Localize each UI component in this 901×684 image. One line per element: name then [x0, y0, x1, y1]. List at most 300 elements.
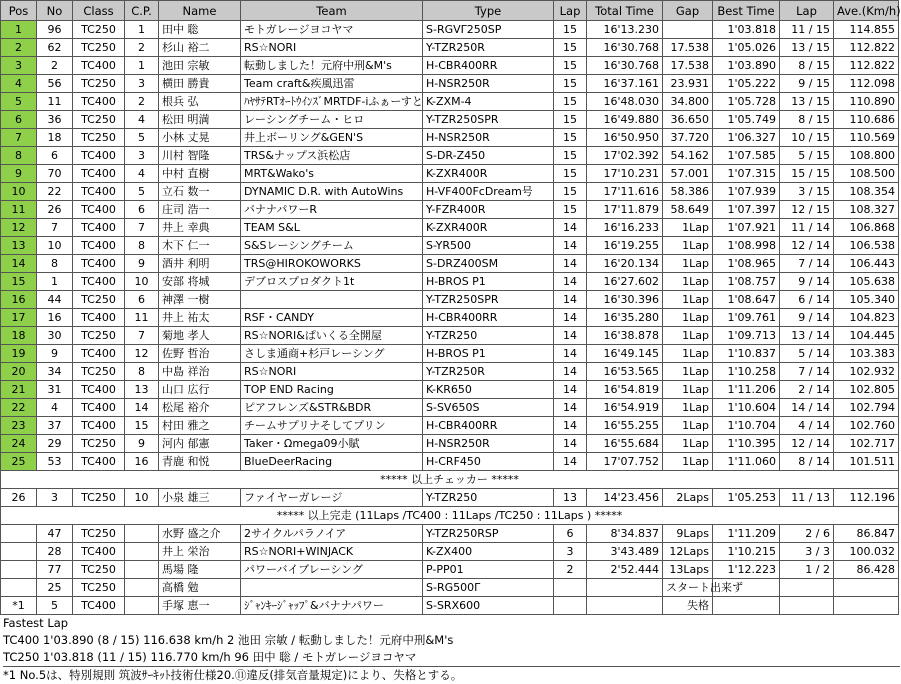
- cell-total: 16'16.233: [587, 219, 663, 237]
- cell-ave: 102.932: [834, 363, 899, 381]
- cell-ave: 100.032: [834, 543, 899, 561]
- cell-type: H-NSR250R: [423, 75, 554, 93]
- cell-name: 神澤 一樹: [159, 291, 241, 309]
- cell-cls: TC250: [73, 39, 125, 57]
- cell-ave: 110.569: [834, 129, 899, 147]
- cell-ave: 106.443: [834, 255, 899, 273]
- cell-total: 17'11.616: [587, 183, 663, 201]
- cell-no: 36: [37, 111, 73, 129]
- cell-lap: 14: [554, 219, 587, 237]
- cell-cls: TC400: [73, 309, 125, 327]
- cell-team: TRS@HIROKOWORKS: [241, 255, 423, 273]
- cell-team: ｼﾞｬﾝｷｰｼﾞｬｯﾌﾟ&バナナパワー: [241, 597, 423, 615]
- cell-lap: 15: [554, 129, 587, 147]
- cell-ave: 108.327: [834, 201, 899, 219]
- cell-ave: 114.855: [834, 21, 899, 39]
- col-header: Class: [73, 1, 125, 21]
- cell-ave: 104.445: [834, 327, 899, 345]
- cell-ave: [834, 579, 899, 597]
- separator-text: ***** 以上完走 (11Laps /TC400 : 11Laps /TC250 : 11Laps ) *****: [1, 507, 899, 525]
- cell-team: モトガレージヨコヤマ: [241, 21, 423, 39]
- cell-lap: 14: [554, 363, 587, 381]
- cell-best: 1'08.965: [713, 255, 780, 273]
- cell-team: Taker・Ωmega09小賦: [241, 435, 423, 453]
- cell-lap: 15: [554, 165, 587, 183]
- cell-cls: TC250: [73, 21, 125, 39]
- cell-no: 22: [37, 183, 73, 201]
- cell-cls: TC400: [73, 237, 125, 255]
- cell-no: 4: [37, 399, 73, 417]
- cell-name: 松尾 裕介: [159, 399, 241, 417]
- cell-lap: 14: [554, 237, 587, 255]
- cell-ave: 102.717: [834, 435, 899, 453]
- cell-gap: 1Lap: [663, 399, 713, 417]
- cell-cls: TC250: [73, 291, 125, 309]
- cell-lap: 3: [554, 543, 587, 561]
- cell-best: 1'11.209: [713, 525, 780, 543]
- cell-pos: 25: [1, 453, 37, 471]
- cell-name: 水野 盛之介: [159, 525, 241, 543]
- cell-pos: [1, 543, 37, 561]
- cell-team: TOP END Racing: [241, 381, 423, 399]
- cell-name: 中島 祥治: [159, 363, 241, 381]
- cell-team: BlueDeerRacing: [241, 453, 423, 471]
- cell-ave: 102.760: [834, 417, 899, 435]
- cell-blap: [780, 597, 834, 615]
- cell-blap: 15 / 15: [780, 165, 834, 183]
- cell-no: 1: [37, 273, 73, 291]
- cell-blap: 5 / 14: [780, 345, 834, 363]
- cell-total: 16'13.230: [587, 21, 663, 39]
- cell-gap: [663, 21, 713, 39]
- cell-no: 34: [37, 363, 73, 381]
- table-row: [1, 219, 899, 237]
- cell-name: 安部 将城: [159, 273, 241, 291]
- cell-team: バナナパワーR: [241, 201, 423, 219]
- cell-gap: 23.931: [663, 75, 713, 93]
- table-row: [1, 291, 899, 309]
- cell-gap: 2Laps: [663, 489, 713, 507]
- cell-gap: 1Lap: [663, 453, 713, 471]
- cell-type: S-SV650S: [423, 399, 554, 417]
- cell-cp: 11: [125, 309, 159, 327]
- cell-pos: 14: [1, 255, 37, 273]
- cell-pos: 7: [1, 129, 37, 147]
- cell-team: 井上ボーリング&GEN'S: [241, 129, 423, 147]
- cell-ave: 106.868: [834, 219, 899, 237]
- table-row: [1, 453, 899, 471]
- cell-no: 56: [37, 75, 73, 93]
- cell-lap: 14: [554, 399, 587, 417]
- cell-total: 14'23.456: [587, 489, 663, 507]
- cell-cp: 3: [125, 147, 159, 165]
- col-header: Lap: [780, 1, 834, 21]
- cell-lap: 14: [554, 435, 587, 453]
- cell-blap: 13 / 15: [780, 39, 834, 57]
- cell-type: K-ZXR400R: [423, 165, 554, 183]
- fastest-lap-title: Fastest Lap: [3, 616, 69, 630]
- cell-no: 11: [37, 93, 73, 111]
- cell-name: 中村 直樹: [159, 165, 241, 183]
- cell-best: 1'07.397: [713, 201, 780, 219]
- cell-lap: 15: [554, 39, 587, 57]
- table-row: [1, 417, 899, 435]
- cell-type: S-DRZ400SM: [423, 255, 554, 273]
- cell-best: 1'08.757: [713, 273, 780, 291]
- table-row: [1, 21, 899, 39]
- cell-type: Y-TZR250SPR: [423, 111, 554, 129]
- cell-cp: [125, 543, 159, 561]
- cell-gap: 17.538: [663, 57, 713, 75]
- col-header: Gap: [663, 1, 713, 21]
- cell-name: 高橋 勉: [159, 579, 241, 597]
- cell-ave: 112.822: [834, 39, 899, 57]
- cell-lap: 15: [554, 57, 587, 75]
- cell-name: 菊地 孝人: [159, 327, 241, 345]
- cell-gap: 57.001: [663, 165, 713, 183]
- header-row: [1, 1, 899, 21]
- cell-ave: 106.538: [834, 237, 899, 255]
- cell-cp: 5: [125, 183, 159, 201]
- cell-type: Y-TZR250SPR: [423, 291, 554, 309]
- cell-best: 1'03.890: [713, 57, 780, 75]
- cell-cp: 6: [125, 201, 159, 219]
- cell-type: H-CBR400RR: [423, 309, 554, 327]
- cell-blap: 6 / 14: [780, 291, 834, 309]
- table-row: [1, 597, 899, 615]
- cell-name: 馬場 隆: [159, 561, 241, 579]
- cell-team: TRS&ナップス浜松店: [241, 147, 423, 165]
- cell-name: 松田 明満: [159, 111, 241, 129]
- cell-cp: 9: [125, 255, 159, 273]
- cell-lap: 14: [554, 309, 587, 327]
- cell-team: RSF・CANDY: [241, 309, 423, 327]
- cell-pos: [1, 579, 37, 597]
- cell-pos: 21: [1, 381, 37, 399]
- cell-type: S-RG500Γ: [423, 579, 554, 597]
- cell-ave: 108.500: [834, 165, 899, 183]
- cell-cp: 3: [125, 75, 159, 93]
- cell-cp: 5: [125, 129, 159, 147]
- cell-no: 31: [37, 381, 73, 399]
- cell-gap: 1Lap: [663, 219, 713, 237]
- cell-ave: 102.794: [834, 399, 899, 417]
- cell-cls: TC250: [73, 489, 125, 507]
- cell-team: TEAM S&L: [241, 219, 423, 237]
- cell-cp: 1: [125, 21, 159, 39]
- table-row: [1, 57, 899, 75]
- table-row: [1, 525, 899, 543]
- cell-cls: TC250: [73, 579, 125, 597]
- cell-total: 16'35.280: [587, 309, 663, 327]
- cell-gap: 17.538: [663, 39, 713, 57]
- cell-total: [587, 579, 663, 597]
- cell-no: 2: [37, 57, 73, 75]
- cell-blap: 8 / 15: [780, 57, 834, 75]
- cell-gap: 1Lap: [663, 417, 713, 435]
- cell-team: S&Sレーシングチーム: [241, 237, 423, 255]
- cell-no: 77: [37, 561, 73, 579]
- cell-ave: 101.511: [834, 453, 899, 471]
- table-row: [1, 93, 899, 111]
- cell-cp: 4: [125, 165, 159, 183]
- cell-cp: 8: [125, 237, 159, 255]
- cell-type: H-CBR400RR: [423, 57, 554, 75]
- cell-best: 1'05.253: [713, 489, 780, 507]
- cell-team: [241, 291, 423, 309]
- cell-no: 44: [37, 291, 73, 309]
- cell-pos: 1: [1, 21, 37, 39]
- cell-team: 転動しました！元府中刑&M's: [241, 57, 423, 75]
- cell-no: 28: [37, 543, 73, 561]
- cell-best: 1'10.215: [713, 543, 780, 561]
- cell-lap: 15: [554, 183, 587, 201]
- col-header: Name: [159, 1, 241, 21]
- footnote: *1 No.5は、特別規則 筑波ｻｰｷｯﾄ技術仕様20.⑪違反(排気音量規定)により、失格とする。: [3, 666, 900, 684]
- cell-cls: TC250: [73, 435, 125, 453]
- cell-best: 1'10.837: [713, 345, 780, 363]
- cell-blap: 11 / 14: [780, 219, 834, 237]
- table-row: [1, 39, 899, 57]
- cell-type: Y-TZR250RSP: [423, 525, 554, 543]
- cell-ave: 86.847: [834, 525, 899, 543]
- cell-pos: 15: [1, 273, 37, 291]
- cell-gap: 9Laps: [663, 525, 713, 543]
- cell-pos: *1: [1, 597, 37, 615]
- cell-team: ピアフレンズ&STR&BDR: [241, 399, 423, 417]
- cell-total: [587, 597, 663, 615]
- cell-pos: 2: [1, 39, 37, 57]
- cell-pos: 23: [1, 417, 37, 435]
- col-header: C.P.: [125, 1, 159, 21]
- cell-total: 17'02.392: [587, 147, 663, 165]
- cell-lap: 15: [554, 21, 587, 39]
- cell-cls: TC400: [73, 453, 125, 471]
- cell-no: 96: [37, 21, 73, 39]
- cell-best: 1'09.761: [713, 309, 780, 327]
- cell-blap: 11 / 15: [780, 21, 834, 39]
- table-row: [1, 111, 899, 129]
- table-row: [1, 489, 899, 507]
- cell-best: 1'09.713: [713, 327, 780, 345]
- cell-name: 木下 仁一: [159, 237, 241, 255]
- cell-gap: 34.800: [663, 93, 713, 111]
- cell-type: H-VF400FcDream号: [423, 183, 554, 201]
- cell-cls: TC400: [73, 417, 125, 435]
- cell-best: 1'05.222: [713, 75, 780, 93]
- cell-pos: 4: [1, 75, 37, 93]
- cell-ave: 108.354: [834, 183, 899, 201]
- cell-blap: 4 / 14: [780, 417, 834, 435]
- cell-best: 1'10.258: [713, 363, 780, 381]
- cell-pos: 26: [1, 489, 37, 507]
- cell-gap: 1Lap: [663, 273, 713, 291]
- cell-total: 16'48.030: [587, 93, 663, 111]
- cell-pos: 20: [1, 363, 37, 381]
- cell-total: 16'54.819: [587, 381, 663, 399]
- cell-total: 16'38.878: [587, 327, 663, 345]
- cell-lap: 6: [554, 525, 587, 543]
- cell-pos: 19: [1, 345, 37, 363]
- table-row: [1, 255, 899, 273]
- cell-no: 5: [37, 597, 73, 615]
- cell-total: 16'19.255: [587, 237, 663, 255]
- cell-team: [241, 579, 423, 597]
- cell-gap: 1Lap: [663, 381, 713, 399]
- cell-best: 1'11.060: [713, 453, 780, 471]
- table-row: [1, 381, 899, 399]
- cell-total: 16'27.602: [587, 273, 663, 291]
- cell-name: 横田 勝貴: [159, 75, 241, 93]
- cell-no: 25: [37, 579, 73, 597]
- separator-row: [1, 471, 899, 489]
- cell-team: チームサプリナそしてプリン: [241, 417, 423, 435]
- cell-name: 井上 祐太: [159, 309, 241, 327]
- cell-cls: TC400: [73, 219, 125, 237]
- cell-pos: 6: [1, 111, 37, 129]
- cell-no: 9: [37, 345, 73, 363]
- cell-blap: 2 / 14: [780, 381, 834, 399]
- cell-cls: TC250: [73, 111, 125, 129]
- cell-lap: 14: [554, 417, 587, 435]
- cell-cls: TC250: [73, 525, 125, 543]
- cell-team: RS☆NORI: [241, 363, 423, 381]
- cell-cp: 6: [125, 291, 159, 309]
- cell-best: [713, 597, 780, 615]
- cell-gap: スタート出来ず: [663, 579, 713, 597]
- cell-name: 村田 雅之: [159, 417, 241, 435]
- cell-name: 田中 聡: [159, 21, 241, 39]
- cell-name: 佐野 哲治: [159, 345, 241, 363]
- cell-no: 18: [37, 129, 73, 147]
- cell-name: 河内 郁憲: [159, 435, 241, 453]
- col-header: Total Time: [587, 1, 663, 21]
- cell-lap: 15: [554, 201, 587, 219]
- cell-lap: 14: [554, 327, 587, 345]
- cell-team: パワーバイブレーシング: [241, 561, 423, 579]
- cell-gap: 1Lap: [663, 309, 713, 327]
- cell-lap: 15: [554, 147, 587, 165]
- cell-ave: 112.098: [834, 75, 899, 93]
- cell-name: 酒井 利明: [159, 255, 241, 273]
- cell-type: H-BROS P1: [423, 345, 554, 363]
- cell-gap: 58.649: [663, 201, 713, 219]
- cell-type: H-BROS P1: [423, 273, 554, 291]
- cell-pos: 16: [1, 291, 37, 309]
- cell-blap: 9 / 15: [780, 75, 834, 93]
- cell-cls: TC250: [73, 129, 125, 147]
- cell-cp: 9: [125, 435, 159, 453]
- cell-cls: TC400: [73, 399, 125, 417]
- cell-no: 6: [37, 147, 73, 165]
- cell-team: RS☆NORI&ぱいくる全開屋: [241, 327, 423, 345]
- cell-no: 70: [37, 165, 73, 183]
- cell-pos: 10: [1, 183, 37, 201]
- table-row: [1, 561, 899, 579]
- cell-gap: 1Lap: [663, 345, 713, 363]
- cell-type: Y-FZR400R: [423, 201, 554, 219]
- cell-blap: 13 / 14: [780, 327, 834, 345]
- cell-total: 16'53.565: [587, 363, 663, 381]
- separator-row: [1, 507, 899, 525]
- cell-lap: [554, 579, 587, 597]
- cell-gap: 1Lap: [663, 435, 713, 453]
- cell-blap: 14 / 14: [780, 399, 834, 417]
- cell-gap: 58.386: [663, 183, 713, 201]
- cell-cp: 13: [125, 381, 159, 399]
- cell-type: H-CRF450: [423, 453, 554, 471]
- cell-name: 青鹿 和悦: [159, 453, 241, 471]
- cell-blap: 12 / 15: [780, 201, 834, 219]
- cell-type: S-SRX600: [423, 597, 554, 615]
- cell-cp: 10: [125, 273, 159, 291]
- cell-best: 1'10.395: [713, 435, 780, 453]
- cell-lap: 15: [554, 75, 587, 93]
- cell-cp: 4: [125, 111, 159, 129]
- cell-blap: 7 / 14: [780, 255, 834, 273]
- cell-gap: 失格: [663, 597, 713, 615]
- cell-pos: [1, 561, 37, 579]
- cell-pos: 9: [1, 165, 37, 183]
- cell-lap: 15: [554, 111, 587, 129]
- cell-gap: 36.650: [663, 111, 713, 129]
- cell-name: 杉山 裕二: [159, 39, 241, 57]
- cell-name: 小林 丈晃: [159, 129, 241, 147]
- cell-team: RS☆NORI+WINJACK: [241, 543, 423, 561]
- cell-type: K-ZX400: [423, 543, 554, 561]
- col-header: Ave.(Km/h): [834, 1, 899, 21]
- cell-team: ﾊﾔｻﾃRTｵｰﾄｳｲﾝｽﾞMRTDF-iふぁーすと: [241, 93, 423, 111]
- table-row: [1, 327, 899, 345]
- cell-total: 16'49.145: [587, 345, 663, 363]
- cell-team: デブロスプロダクト1t: [241, 273, 423, 291]
- cell-total: 8'34.837: [587, 525, 663, 543]
- cell-team: ファイヤーガレージ: [241, 489, 423, 507]
- cell-no: 53: [37, 453, 73, 471]
- cell-type: S-DR-Z450: [423, 147, 554, 165]
- cell-ave: 110.686: [834, 111, 899, 129]
- col-header: Type: [423, 1, 554, 21]
- cell-best: 1'07.315: [713, 165, 780, 183]
- cell-gap: 1Lap: [663, 363, 713, 381]
- cell-best: 1'03.818: [713, 21, 780, 39]
- cell-cp: 14: [125, 399, 159, 417]
- table-row: [1, 75, 899, 93]
- cell-cp: 16: [125, 453, 159, 471]
- cell-type: Y-TZR250: [423, 327, 554, 345]
- cell-blap: 9 / 14: [780, 309, 834, 327]
- table-row: [1, 579, 899, 597]
- cell-name: 池田 宗敏: [159, 57, 241, 75]
- cell-team: Team craft&疾風迅雷: [241, 75, 423, 93]
- cell-type: Y-TZR250R: [423, 363, 554, 381]
- notes: [0, 615, 900, 684]
- cell-cp: 15: [125, 417, 159, 435]
- cell-team: MRT&Wako's: [241, 165, 423, 183]
- cell-no: 16: [37, 309, 73, 327]
- cell-blap: 8 / 15: [780, 111, 834, 129]
- cell-lap: 15: [554, 93, 587, 111]
- cell-name: 山口 広行: [159, 381, 241, 399]
- cell-cls: TC250: [73, 561, 125, 579]
- cell-total: 16'55.684: [587, 435, 663, 453]
- cell-total: 16'55.255: [587, 417, 663, 435]
- table-row: [1, 399, 899, 417]
- cell-lap: [554, 597, 587, 615]
- cell-no: 47: [37, 525, 73, 543]
- fastest-lap-tc250: TC250 1'03.818 (11 / 15) 116.770 km/h 96 田中 聡 / モトガレージヨコヤマ: [3, 650, 417, 664]
- cell-gap: 12Laps: [663, 543, 713, 561]
